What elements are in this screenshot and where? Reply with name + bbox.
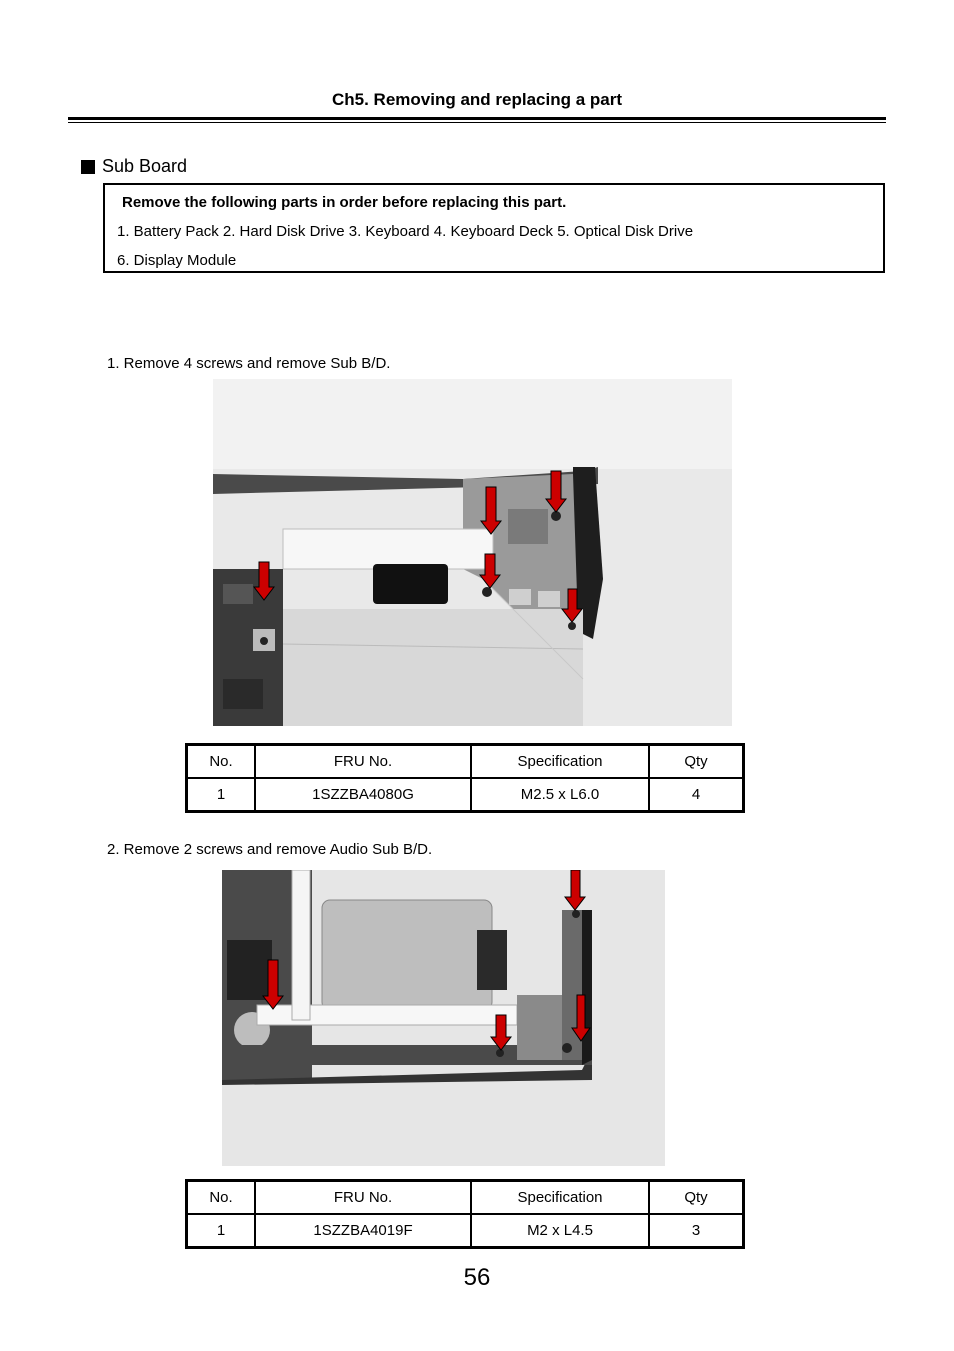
table-cell: 1: [187, 778, 256, 812]
step-1-instruction: 1. Remove 4 screws and remove Sub B/D.: [107, 355, 391, 372]
prerequisites-line-1: 1. Battery Pack 2. Hard Disk Drive 3. Keyboard 4. Keyboard Deck 5. Optical Disk Drive: [117, 223, 694, 240]
table-cell: 1SZZBA4080G: [255, 778, 471, 812]
sub-board-photo: [213, 379, 732, 726]
table-header-cell: Specification: [471, 1181, 649, 1215]
table-header-cell: Qty: [649, 745, 744, 779]
section-title: [81, 156, 187, 177]
table-header-cell: FRU No.: [255, 745, 471, 779]
table-cell: 4: [649, 778, 744, 812]
table-cell: M2.5 x L6.0: [471, 778, 649, 812]
table-row: [187, 1214, 744, 1248]
step-2-photo: [222, 870, 665, 1166]
table-cell: 1SZZBA4019F: [255, 1214, 471, 1248]
table-header-cell: Qty: [649, 1181, 744, 1215]
step-2-instruction: 2. Remove 2 screws and remove Audio Sub B/D.: [107, 841, 433, 858]
prerequisites-heading: Remove the following parts in order before replacing this part.: [122, 194, 567, 211]
black-square-icon: [81, 160, 95, 174]
audio-sub-board-photo: [222, 870, 665, 1166]
step-1-fru-table: [185, 743, 745, 813]
table-cell: 3: [649, 1214, 744, 1248]
table-header-cell: Specification: [471, 745, 649, 779]
table-cell: 1: [187, 1214, 256, 1248]
table-header-row: [187, 745, 744, 779]
prerequisites-line-2: 6. Display Module: [117, 252, 237, 269]
header-rule-thick: [68, 117, 886, 120]
table-cell: M2 x L4.5: [471, 1214, 649, 1248]
page-number: 56: [463, 1264, 491, 1291]
prerequisites-box: [103, 183, 885, 273]
step-1-photo: [213, 379, 732, 726]
table-header-cell: No.: [187, 745, 256, 779]
table-header-cell: FRU No.: [255, 1181, 471, 1215]
table-header-cell: No.: [187, 1181, 256, 1215]
table-row: [187, 778, 744, 812]
table-header-row: [187, 1181, 744, 1215]
step-2-fru-table: [185, 1179, 745, 1249]
section-title-text: Sub Board: [102, 156, 188, 176]
chapter-title: Ch5. Removing and replacing a part: [331, 90, 622, 109]
header-rule-thin: [68, 122, 886, 123]
